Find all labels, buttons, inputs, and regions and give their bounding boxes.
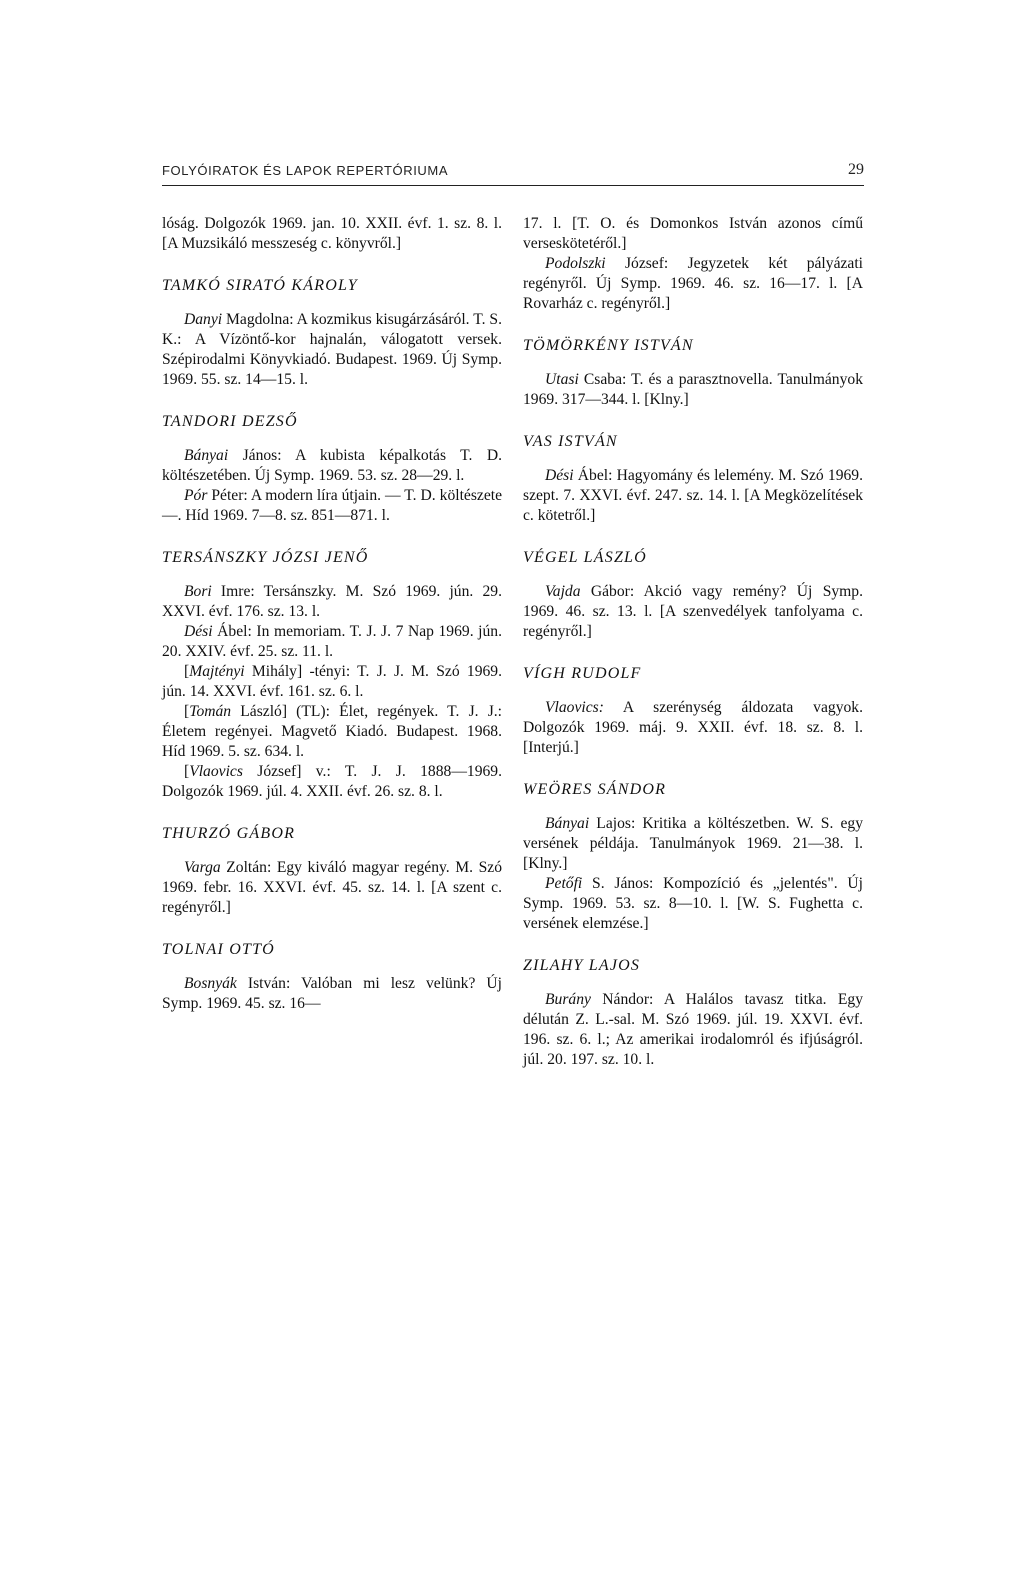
author-name: Utasi: [545, 371, 579, 388]
author-name: Podolszki: [545, 255, 606, 272]
entry-text: Ábel: Hagyomány és lelemény. M. Szó 1969. szept. 7. XXVI. évf. 247. sz. 14. l. [A Megközelítések c. kötetről.]: [523, 467, 863, 524]
bibliography-entry: [523, 254, 863, 314]
bibliography-entry: [162, 858, 502, 918]
entry-text: Ábel: In memoriam. T. J. J. 7 Nap 1969. jún. 20. XXIV. évf. 25. sz. 11. l.: [162, 623, 502, 660]
bibliography-entry: [162, 974, 502, 1014]
bibliography-entry: [162, 582, 502, 622]
bibliography-entry: [523, 874, 863, 934]
bibliography-entry: [162, 486, 502, 526]
section-heading: WEÖRES SÁNDOR: [523, 781, 667, 798]
author-name: Vlaovics: [189, 763, 243, 780]
bracket: [: [184, 703, 190, 720]
bibliography-entry: [523, 990, 863, 1070]
continued-entry: 17. l. [T. O. és Domonkos István azonos című verseskötetéről.]: [523, 215, 863, 252]
bibliography-entry: [523, 698, 863, 758]
section-heading: VÉGEL LÁSZLÓ: [523, 549, 647, 566]
section-heading: TAMKÓ SIRATÓ KÁROLY: [162, 277, 358, 294]
entry-text: Nándor: A Halálos tavasz titka. Egy délután Z. L.-sal. M. Szó 1969. júl. 19. XXVI. évf. 196. sz. 6. l.; Az amerikai irodalomról és ifjúságról. júl. 20. 197. sz. 10. l.: [523, 991, 863, 1068]
bibliography-entry: [162, 310, 502, 390]
author-name: Vajda: [545, 583, 581, 600]
bibliography-entry: [523, 814, 863, 874]
bracket: [: [184, 663, 190, 680]
bibliography-entry: [162, 662, 502, 702]
right-column: [523, 214, 863, 1070]
entry-text: A szerénység áldozata vagyok. Dolgozók 1969. máj. 9. XXII. évf. 18. sz. 8. l. [Interjú.]: [523, 699, 863, 756]
bibliography-entry: [162, 702, 502, 762]
entry-text: Magdolna: A kozmikus kisugárzásáról. T. S. K.: A Vízöntő-kor hajnalán, válogatott versek. Szépirodalmi Könyvkiadó. Budapest. 1969. Új Symp. 1969. 55. sz. 14—15. l.: [162, 311, 502, 388]
author-name: Bori: [184, 583, 212, 600]
bracket: [: [184, 763, 190, 780]
continued-entry: lóság. Dolgozók 1969. jan. 10. XXII. évf. 1. sz. 8. l. [A Muzsikáló messzeség c. könyvről.]: [162, 215, 502, 252]
entry-text: Gábor: Akció vagy remény? Új Symp. 1969. 46. sz. 13. l. [A szenvedélyek tanfolyama c. regényről.]: [523, 583, 863, 640]
section-heading: TOLNAI OTTÓ: [162, 941, 275, 958]
section-heading: TÖMÖRKÉNY ISTVÁN: [523, 337, 694, 354]
bibliography-entry: [162, 622, 502, 662]
bibliography-entry: [523, 582, 863, 642]
section-heading: VÍGH RUDOLF: [523, 665, 642, 682]
entry-text: Péter: A modern líra útjain. — T. D. költészete —. Híd 1969. 7—8. sz. 851—871. l.: [162, 487, 502, 524]
section-heading: TANDORI DEZSŐ: [162, 413, 298, 430]
entry-text: István: Valóban mi lesz velünk? Új Symp. 1969. 45. sz. 16—: [162, 975, 502, 1012]
entry-text: Csaba: T. és a parasztnovella. Tanulmányok 1969. 317—344. l. [Klny.]: [523, 371, 863, 408]
bibliography-entry: [162, 446, 502, 486]
bibliography-entry: [162, 762, 502, 802]
author-name: Vlaovics:: [545, 699, 604, 716]
entry-text: Zoltán: Egy kiváló magyar regény. M. Szó 1969. febr. 16. XXVI. évf. 45. sz. 14. l. [A szent c. regényről.]: [162, 859, 502, 916]
entry-text: Imre: Tersánszky. M. Szó 1969. jún. 29. XXVI. évf. 176. sz. 13. l.: [162, 583, 502, 620]
entry-text: József] v.: T. J. J. 1888—1969. Dolgozók 1969. júl. 4. XXII. évf. 26. sz. 8. l.: [162, 763, 502, 800]
author-name: Petőfi: [545, 875, 583, 892]
section-heading: VAS ISTVÁN: [523, 433, 618, 450]
section-heading: TERSÁNSZKY JÓZSI JENŐ: [162, 549, 369, 566]
left-column: [162, 214, 502, 1014]
author-name: Dési: [545, 467, 574, 484]
bibliography-entry: [523, 370, 863, 410]
entry-text: Mihály] -tényi: T. J. J. M. Szó 1969. jún. 14. XXVI. évf. 161. sz. 6. l.: [162, 663, 502, 700]
running-title: FOLYÓIRATOK ÉS LAPOK REPERTÓRIUMA: [162, 163, 449, 178]
author-name: Bosnyák: [184, 975, 237, 992]
entry-text: József: Jegyzetek két pályázati regényről. Új Symp. 1969. 46. sz. 16—17. l. [A Rovarház c. regényről.]: [523, 255, 863, 312]
entry-text: Lajos: Kritika a költészetben. W. S. egy versének példája. Tanulmányok 1969. 21—38. l. [Klny.]: [523, 815, 863, 872]
entry-text: János: A kubista képalkotás T. D. költészetében. Új Symp. 1969. 53. sz. 28—29. l.: [162, 447, 502, 484]
author-name: Burány: [545, 991, 591, 1008]
page-header: [162, 163, 864, 186]
author-name: Bányai: [545, 815, 590, 832]
author-name: Majtényi: [189, 663, 245, 680]
entry-text: László] (TL): Élet, regények. T. J. J.: Életem regényei. Magvető Kiadó. Budapest. 1968. Híd 1969. 5. sz. 634. l.: [162, 703, 502, 760]
page-number: 29: [848, 161, 864, 178]
section-heading: ZILAHY LAJOS: [523, 957, 641, 974]
author-name: Tomán: [189, 703, 232, 720]
author-name: Varga: [184, 859, 221, 876]
section-heading: THURZÓ GÁBOR: [162, 825, 296, 842]
entry-text: S. János: Kompozíció és „jelentés". Új Symp. 1969. 53. sz. 8—10. l. [W. S. Fughetta c. versének elemzése.]: [523, 875, 863, 932]
bibliography-entry: [523, 466, 863, 526]
author-name: Dési: [184, 623, 213, 640]
author-name: Pór: [184, 487, 208, 504]
author-name: Bányai: [184, 447, 229, 464]
author-name: Danyi: [184, 311, 223, 328]
